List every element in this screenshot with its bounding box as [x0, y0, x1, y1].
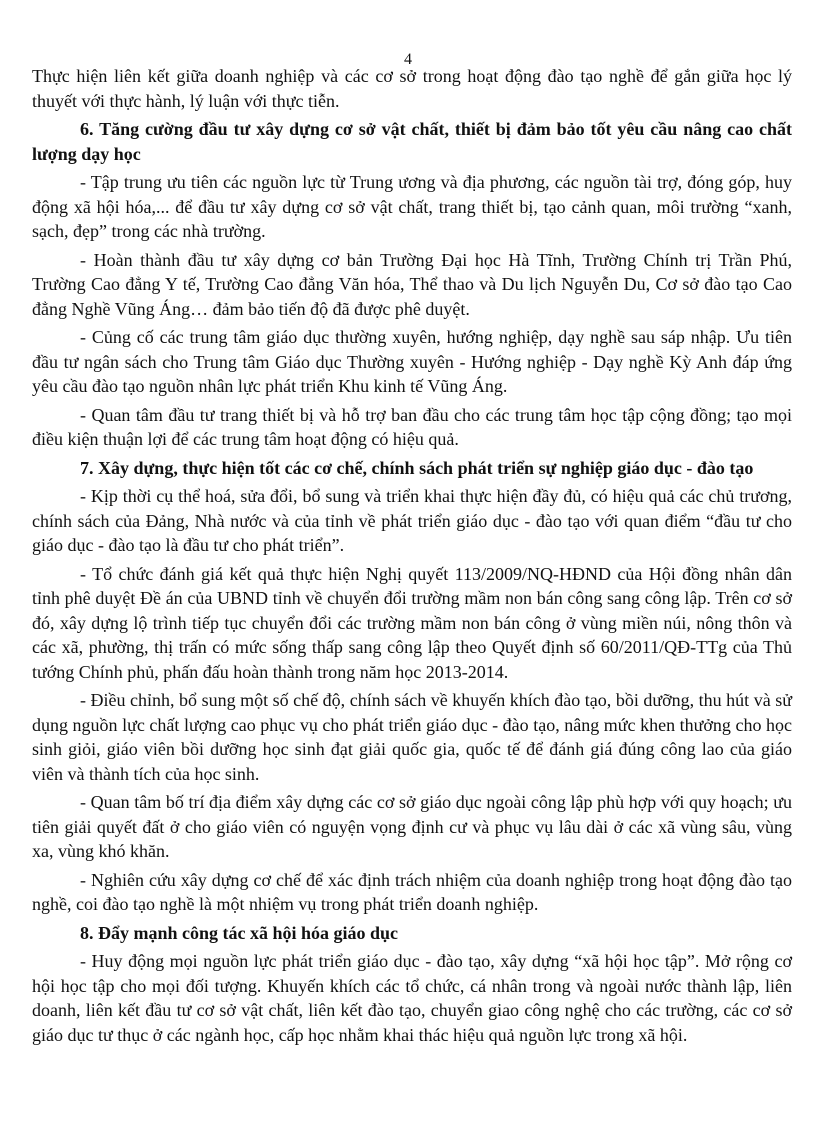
page-number: 4 [404, 51, 412, 68]
section-heading-8: 8. Đẩy mạnh công tác xã hội hóa giáo dục [80, 922, 399, 943]
paragraph: - Tổ chức đánh giá kết quả thực hiện Nghị quyết 113/2009/NQ-HĐND của Hội đồng nhân dân tỉnh phê duyệt Đề án của UBND tỉnh về chuyển đổi trường mầm non bán công sang công lập. Trên cơ sở đó, xây dựng lộ trình tiếp tục chuyển đổi các trường mầm non bán công ở vùng miền núi, nông thôn và các xã, phường, thị trấn có mức sống thấp sang công lập theo Quyết định số 60/2011/QĐ-TTg của Thủ tướng Chính phủ, phấn đấu hoàn thành trong năm học 2013-2014. [32, 563, 792, 682]
section-heading-7: 7. Xây dựng, thực hiện tốt các cơ chế, chính sách phát triển sự nghiệp giáo dục - đào tạo [80, 457, 754, 478]
paragraph: - Hoàn thành đầu tư xây dựng cơ bản Trường Đại học Hà Tĩnh, Trường Chính trị Trần Phú, Trường Cao đẳng Y tế, Trường Cao đẳng Văn hóa, Thể thao và Du lịch Nguyễn Du, Cơ sở đào tạo Cao đẳng Nghề Vũng Áng… đảm bảo tiến độ đã được phê duyệt. [32, 249, 792, 319]
paragraph: - Kịp thời cụ thể hoá, sửa đổi, bổ sung và triển khai thực hiện đầy đủ, có hiệu quả các chủ trương, chính sách của Đảng, Nhà nước và của tỉnh về phát triển giáo dục - đào tạo với quan điểm “đầu tư cho giáo dục - đào tạo là đầu tư cho phát triển”. [32, 486, 792, 555]
paragraph: - Củng cố các trung tâm giáo dục thường xuyên, hướng nghiệp, dạy nghề sau sáp nhập. Ưu tiên đầu tư ngân sách cho Trung tâm Giáo dục Thường xuyên - Hướng nghiệp - Dạy nghề Kỳ Anh đáp ứng yêu cầu đào tạo nguồn nhân lực phát triển Khu kinh tế Vũng Áng. [32, 327, 792, 396]
section-heading-6: 6. Tăng cường đầu tư xây dựng cơ sở vật chất, thiết bị đảm bảo tốt yêu cầu nâng cao chất lượng dạy học [32, 119, 792, 164]
paragraph: - Quan tâm bố trí địa điểm xây dựng các cơ sở giáo dục ngoài công lập phù hợp với quy hoạch; ưu tiên giải quyết đất ở cho giáo viên có nguyện vọng định cư và phục vụ lâu dài ở các xã vùng sâu, vùng xa, vùng khó khăn. [32, 792, 792, 861]
paragraph: - Tập trung ưu tiên các nguồn lực từ Trung ương và địa phương, các nguồn tài trợ, đóng góp, huy động xã hội hóa,... để đầu tư xây dựng cơ sở vật chất, trang thiết bị, tạo cảnh quan, môi trường “xanh, sạch, đẹp” trong các nhà trường. [32, 172, 792, 241]
paragraph: - Huy động mọi nguồn lực phát triển giáo dục - đào tạo, xây dựng “xã hội học tập”. Mở rộng cơ hội học tập cho mọi đối tượng. Khuyến khích các tổ chức, cá nhân trong và ngoài nước thành lập, liên doanh, liên kết đầu tư cơ sở vật chất, liên kết đào tạo, chuyển giao công nghệ cho các trường, các cơ sở giáo dục tư thục ở các ngành học, cấp học nhằm khai thác hiệu quả nguồn lực trong xã hội. [32, 951, 792, 1045]
paragraph-intro: Thực hiện liên kết giữa doanh nghiệp và các cơ sở trong hoạt động đào tạo nghề để gắn giữa học lý thuyết với thực hành, lý luận với thực tiễn. [32, 66, 792, 111]
paragraph: - Quan tâm đầu tư trang thiết bị và hỗ trợ ban đầu cho các trung tâm học tập cộng đồng; tạo mọi điều kiện thuận lợi để các trung tâm hoạt động có hiệu quả. [32, 404, 792, 449]
paragraph: - Nghiên cứu xây dựng cơ chế để xác định trách nhiệm của doanh nghiệp trong hoạt động đào tạo nghề, coi đào tạo nghề là một nhiệm vụ trong phát triển doanh nghiệp. [32, 869, 792, 914]
paragraph: - Điều chỉnh, bổ sung một số chế độ, chính sách về khuyến khích đào tạo, bồi dưỡng, thu hút và sử dụng nguồn lực chất lượng cao phục vụ cho phát triển giáo dục - đào tạo, nâng mức khen thưởng cho học sinh giỏi, giáo viên bồi dưỡng học sinh đạt giải quốc gia, quốc tế để đánh giá đúng công lao của giáo viên và thành tích của học sinh. [32, 690, 792, 784]
